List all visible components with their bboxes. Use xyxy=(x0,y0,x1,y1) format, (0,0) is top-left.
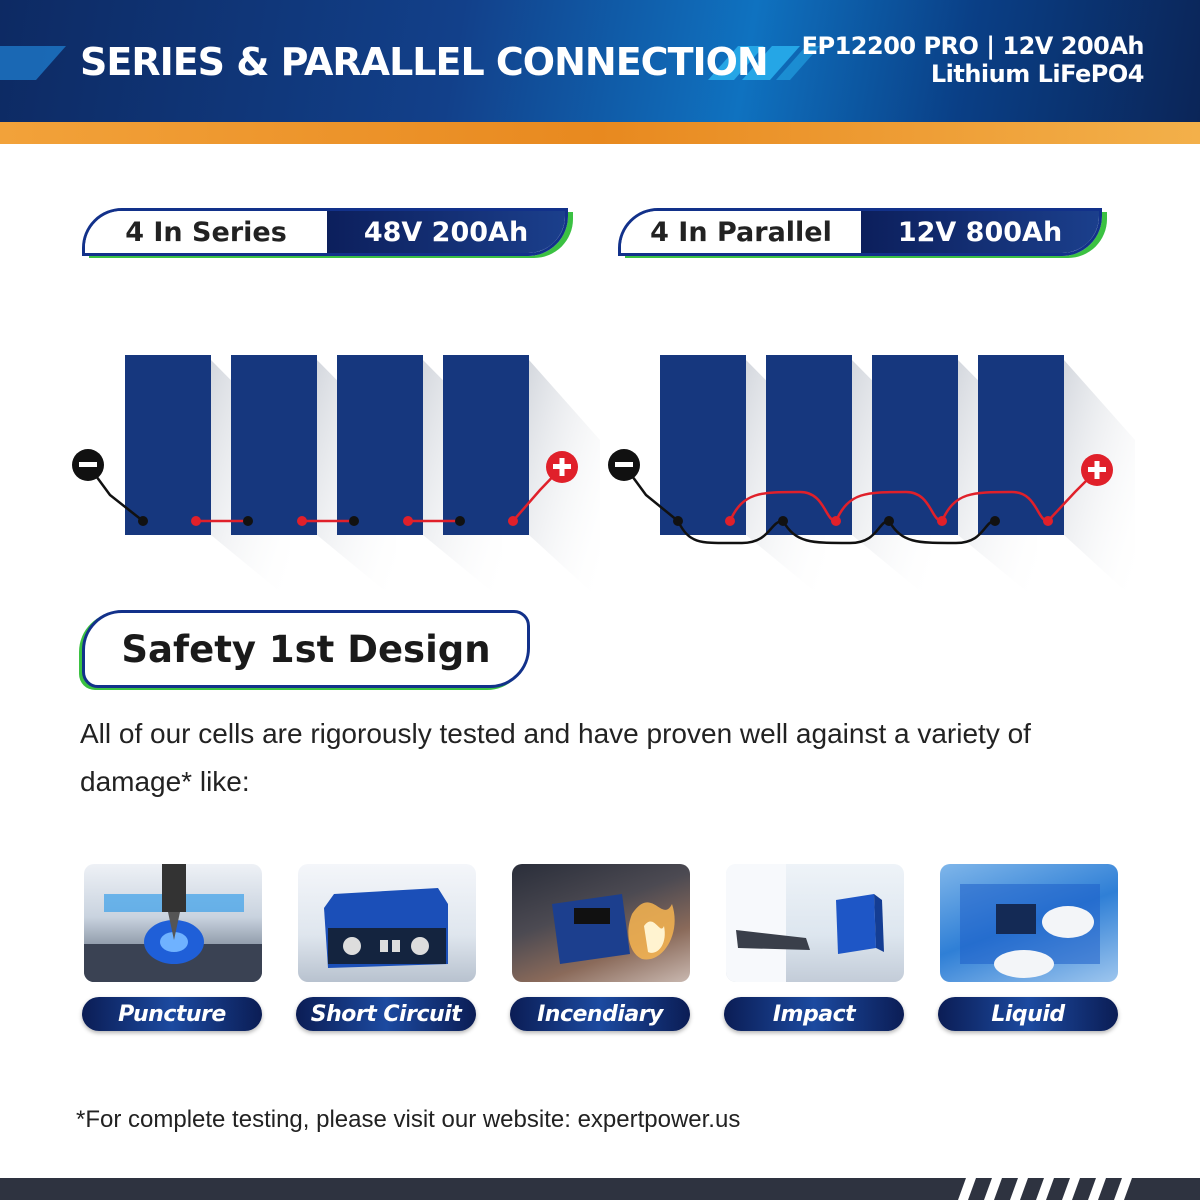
plus-terminal-icon xyxy=(1081,454,1113,486)
battery-cell xyxy=(231,355,317,535)
incendiary-image xyxy=(512,864,690,982)
parallel-spec: 12V 800Ah xyxy=(861,211,1099,253)
plus-terminal-icon xyxy=(546,451,578,483)
test-label-short-circuit: Short Circuit xyxy=(296,997,476,1031)
parallel-badge xyxy=(618,208,1102,256)
impact-image xyxy=(726,864,904,982)
parallel-label: 4 In Parallel xyxy=(621,211,861,253)
footnote: *For complete testing, please visit our website: expertpower.us xyxy=(76,1106,741,1133)
accent-bar xyxy=(0,122,1200,144)
safety-description: All of our cells are rigorously tested and have proven well against a variety of damage* like: xyxy=(80,718,1031,797)
footer-stripes xyxy=(0,1178,1200,1200)
battery-cell xyxy=(766,355,852,535)
nail-puncture-icon xyxy=(84,864,262,982)
parallel-diagram xyxy=(608,355,1135,600)
battery-cell xyxy=(660,355,746,535)
series-diagram xyxy=(72,355,600,600)
liquid-image xyxy=(940,864,1118,982)
impact-icon xyxy=(726,864,904,982)
short-circuit-image xyxy=(298,864,476,982)
battery-cell xyxy=(125,355,211,535)
series-badge xyxy=(82,208,568,256)
test-label-incendiary: Incendiary xyxy=(510,997,690,1031)
liquid-icon xyxy=(940,864,1118,982)
battery-cell xyxy=(443,355,529,535)
battery-cell xyxy=(872,355,958,535)
page-title: SERIES & PARALLEL CONNECTION xyxy=(80,40,768,84)
minus-terminal-icon xyxy=(72,449,104,481)
battery-cell xyxy=(978,355,1064,535)
series-label: 4 In Series xyxy=(85,211,327,253)
footer-bar xyxy=(0,1178,1200,1200)
test-label-puncture: Puncture xyxy=(82,997,262,1031)
series-spec: 48V 200Ah xyxy=(327,211,565,253)
puncture-image xyxy=(84,864,262,982)
model-line-1: EP12200 PRO | 12V 200Ah xyxy=(801,32,1144,60)
battery-cell xyxy=(337,355,423,535)
fire-icon xyxy=(512,864,690,982)
battery-cell-icon xyxy=(298,864,476,982)
product-model xyxy=(802,32,1144,88)
battery-diagrams xyxy=(0,330,1200,610)
test-label-liquid: Liquid xyxy=(938,997,1118,1031)
model-line-2: Lithium LiFePO4 xyxy=(930,60,1144,88)
test-label-impact: Impact xyxy=(724,997,904,1031)
minus-terminal-icon xyxy=(608,449,640,481)
safety-heading: Safety 1st Design xyxy=(82,610,530,688)
